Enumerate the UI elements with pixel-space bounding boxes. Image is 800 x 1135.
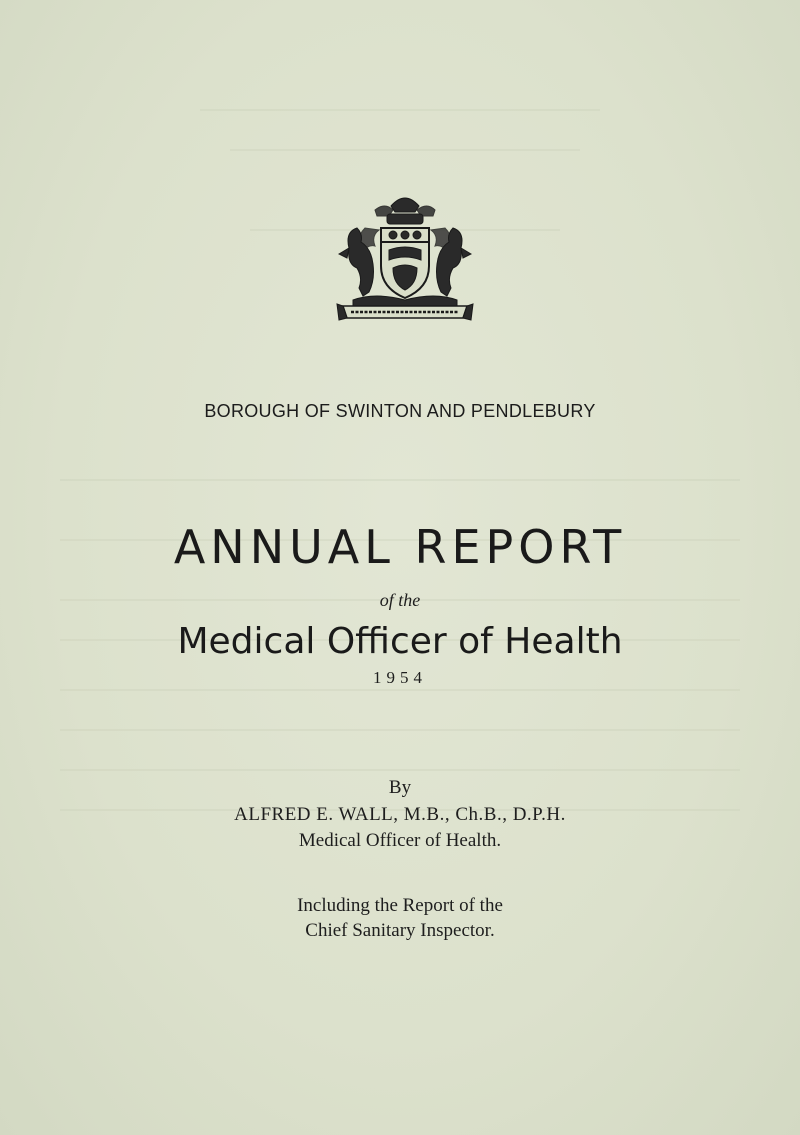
by-label: By bbox=[388, 777, 412, 798]
report-year: 1954 bbox=[373, 668, 427, 687]
report-subtitle: Medical Officer of Health bbox=[177, 621, 623, 662]
borough-coat-of-arms-icon bbox=[335, 188, 475, 328]
author-title: Medical Officer of Health. bbox=[298, 830, 502, 851]
borough-name: BOROUGH OF SWINTON AND PENDLEBURY bbox=[204, 401, 596, 421]
including-note-line-2: Chief Sanitary Inspector. bbox=[305, 920, 495, 941]
of-the-connector: of the bbox=[379, 590, 421, 610]
report-title: ANNUAL REPORT bbox=[173, 520, 627, 574]
including-note-line-1: Including the Report of the bbox=[297, 895, 503, 916]
author-name: ALFRED E. WALL, M.B., Ch.B., D.P.H. bbox=[234, 804, 566, 825]
